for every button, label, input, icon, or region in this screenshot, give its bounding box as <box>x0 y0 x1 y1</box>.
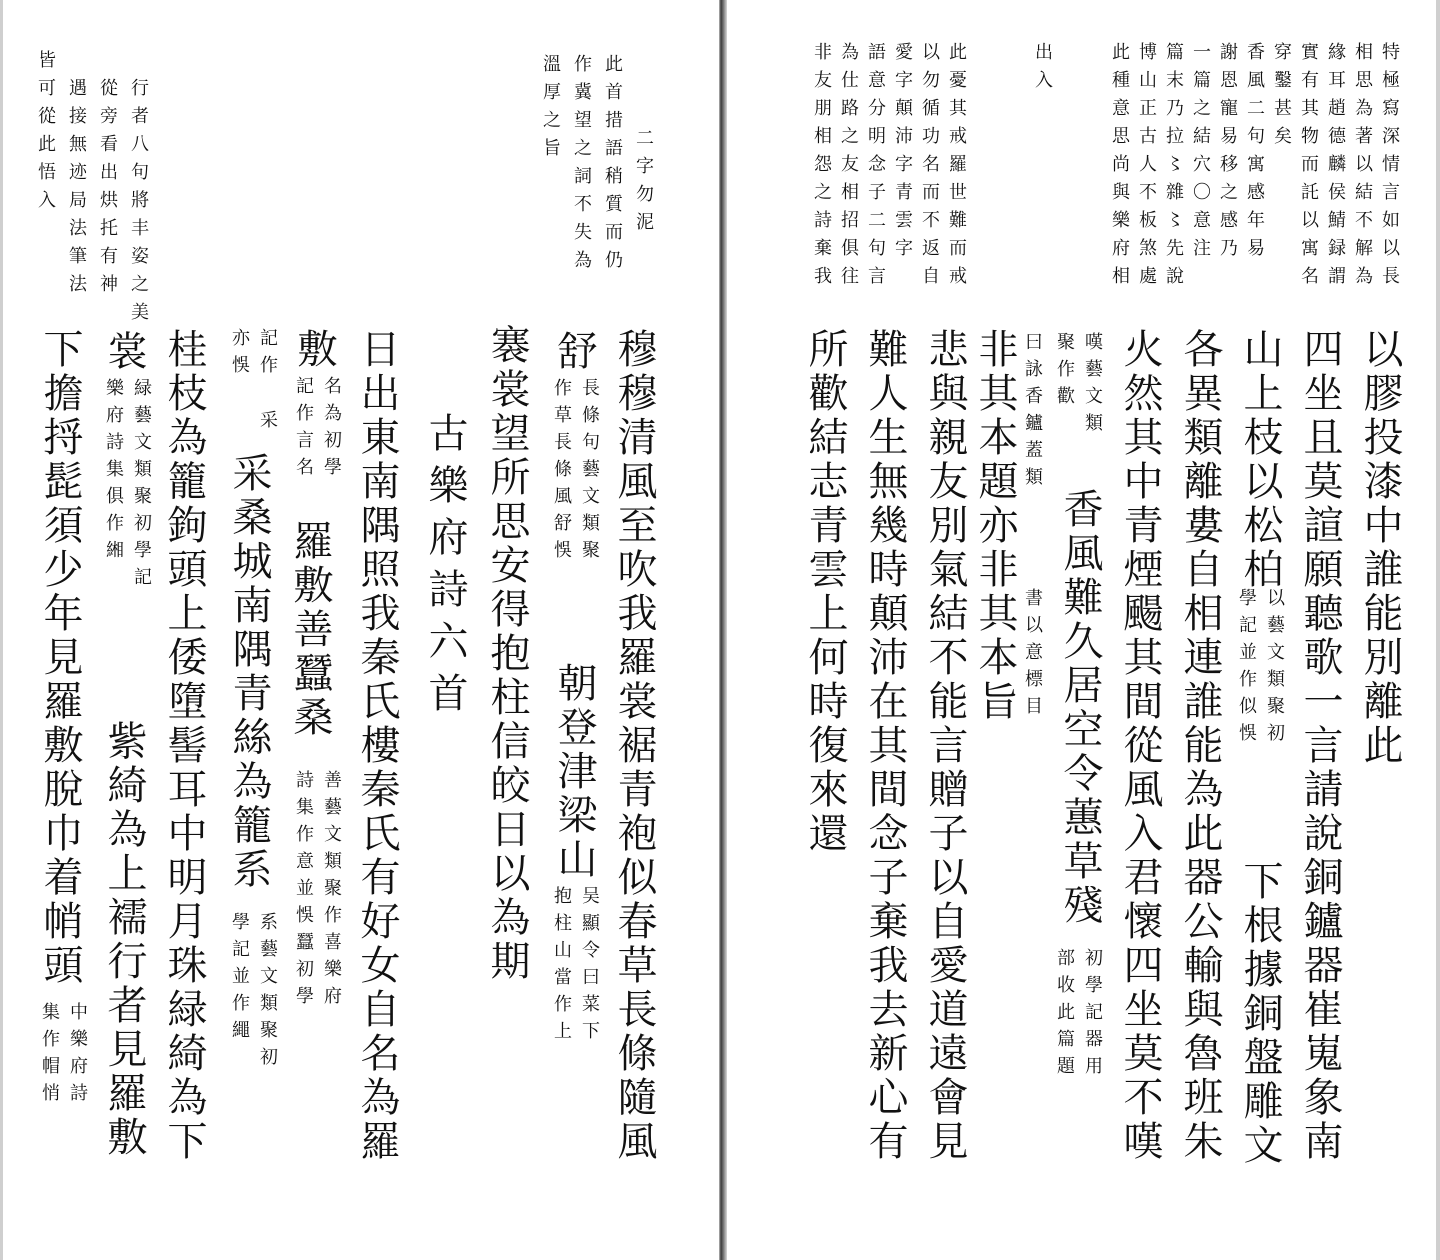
left-note-col-7: 遇接無迹局法筆法 <box>66 78 87 302</box>
right-inline-note-c1: 初學記器用 <box>1082 948 1103 1083</box>
left-inline-note-9b: 集作帽悄 <box>39 1002 60 1110</box>
left-inline-note-2a: 長條句藝文類聚 <box>579 378 600 567</box>
left-main-col-6: 采桑城南隅青絲為籠系 <box>226 452 272 892</box>
right-main-col-9: 難人生無幾時顛沛在其間念子棄我去新心有 <box>862 328 908 1164</box>
left-inline-note-8b: 樂府詩集俱作緗 <box>103 378 124 567</box>
right-note-col-2: 相思為著以結不解為 <box>1352 42 1373 294</box>
left-main-col-8-head: 裳 <box>101 330 147 374</box>
right-inline-note-d1: 曰詠香鑪蓋類 <box>1022 332 1043 494</box>
right-main-col-4: 各異類離婁自相連誰能為此器公輸與魯班朱 <box>1177 328 1223 1164</box>
left-note-col-1: 二字勿泥 <box>633 128 654 240</box>
left-main-col-7: 桂枝為籠鉤頭上倭墮髻耳中明月珠緑綺為下 <box>161 328 207 1164</box>
left-main-col-3: 褰裳望所思安得抱柱信皎日以為期 <box>484 324 530 984</box>
left-main-col-2-head: 舒 <box>551 330 597 374</box>
left-inline-note-2c: 吴顯令曰菜下 <box>579 886 600 1048</box>
left-note-col-6: 從旁看出烘托有神 <box>97 78 118 302</box>
left-inline-note-5b: 記作言名 <box>293 376 314 484</box>
right-note-col-16: 語意分明念子二句言 <box>865 42 886 294</box>
right-main-col-7: 非其本題亦非其本旨 <box>972 328 1018 724</box>
right-note-col-14: 以勿循功名而不返自 <box>919 42 940 294</box>
left-note-col-4: 溫厚之旨 <box>540 54 561 166</box>
left-note-col-3: 作冀望之詞不失為 <box>571 54 592 278</box>
right-main-col-5: 火然其中青煙颺其間從風入君懷四坐莫不嘆 <box>1117 328 1163 1164</box>
left-main-col-9: 下擔捋髭須少年見羅敷脫巾着帩頭 <box>37 328 83 988</box>
left-inline-note-6d: 系藝文類聚初 <box>257 912 278 1074</box>
left-inline-note-5c: 善藝文類聚作喜樂府 <box>321 770 342 1013</box>
right-note-col-7: 謝恩寵易移之感乃 <box>1217 42 1238 266</box>
left-note-col-5: 行者八句將丰姿之美 <box>128 78 149 330</box>
left-inline-note-6c: 采 <box>257 410 278 437</box>
left-inline-note-5d: 詩集作意並悞蠶初學 <box>293 770 314 1013</box>
right-note-col-15: 愛字顛沛字青雲字 <box>892 42 913 266</box>
left-main-col-8-tail: 紫綺為上襦行者見羅敷 <box>101 720 147 1160</box>
right-note-col-4: 實有其物而託以寓名 <box>1298 42 1319 294</box>
right-main-col-10: 所歡結志青雲上何時復來還 <box>802 328 848 856</box>
right-page <box>727 0 1440 1260</box>
left-main-col-2-tail: 朝登津梁山 <box>551 662 597 882</box>
right-inline-note-d2: 書以意標目 <box>1022 588 1043 723</box>
right-note-col-17: 為仕路之友相招俱往 <box>838 42 859 294</box>
right-inline-note-a1: 以藝文類聚初 <box>1264 588 1285 750</box>
left-main-col-4: 日出東南隅照我秦氏樓秦氏有好女自名為羅 <box>354 328 400 1164</box>
left-note-col-8: 皆可從此悟入 <box>35 50 56 218</box>
section-title: 古樂府詩六首 <box>422 412 468 724</box>
left-inline-note-9a: 中樂府詩 <box>67 1002 88 1110</box>
right-main-col-6: 香風難久居空令蕙草殘 <box>1057 488 1103 928</box>
right-note-col-5: 穿鑿甚矣 <box>1271 42 1292 154</box>
right-note-col-12: 出入 <box>1032 42 1053 98</box>
left-inline-note-5a: 名為初學 <box>321 376 342 484</box>
left-main-col-1: 穆穆清風至吹我羅裳裾青袍似春草長條隨風 <box>611 328 657 1164</box>
right-inline-note-b2: 聚作歡 <box>1054 332 1075 413</box>
right-note-col-11: 此種意思尚與樂府相 <box>1109 42 1130 294</box>
right-main-col-3: 山上枝以松柏 <box>1237 328 1283 592</box>
right-main-col-2: 四坐且莫諠願聽歌一言請說銅鑪器崔嵬象南 <box>1297 328 1343 1164</box>
left-main-col-5-mid: 羅敷善蠶桑 <box>287 520 333 740</box>
right-note-col-8: 一篇之結穴〇意注 <box>1190 42 1211 266</box>
left-inline-note-2d: 抱柱山當作上 <box>551 886 572 1048</box>
left-inline-note-6b: 亦悞 <box>229 328 250 382</box>
left-inline-note-8a: 緑藝文類聚初學記 <box>131 378 152 594</box>
right-note-col-3: 緣耳趙德麟侯鯖録謂 <box>1325 42 1346 294</box>
right-note-col-6: 香風二句寓感年易 <box>1244 42 1265 266</box>
left-main-col-5-head: 敷 <box>291 328 337 372</box>
right-main-col-1: 以膠投漆中誰能別離此 <box>1357 328 1403 768</box>
right-inline-note-b1: 嘆藝文類 <box>1082 332 1103 440</box>
left-inline-note-6e: 學記並作繩 <box>229 912 250 1047</box>
right-main-col-8: 悲與親友別氣結不能言贈子以自愛道遠會見 <box>922 328 968 1164</box>
right-inline-note-c2: 部收此篇題 <box>1054 948 1075 1083</box>
right-note-col-18: 非友朋相怨之詩棄我 <box>811 42 832 294</box>
left-note-col-2: 此首措語稍質而仍 <box>602 54 623 278</box>
left-inline-note-2b: 作草長條風舒悞 <box>551 378 572 567</box>
right-note-col-1: 特極寫深情言如以長 <box>1379 42 1400 294</box>
right-main-col-3-tail: 下根據銅盤雕文 <box>1237 860 1283 1168</box>
right-note-col-10: 博山正古人不板煞處 <box>1136 42 1157 294</box>
right-inline-note-a2: 學記並作似悞 <box>1236 588 1257 750</box>
right-note-col-13: 此憂其戒羅世難而戒 <box>946 42 967 294</box>
left-inline-note-6a: 記作 <box>257 328 278 382</box>
right-note-col-9: 篇末乃拉〻雜〻先說 <box>1163 42 1184 294</box>
